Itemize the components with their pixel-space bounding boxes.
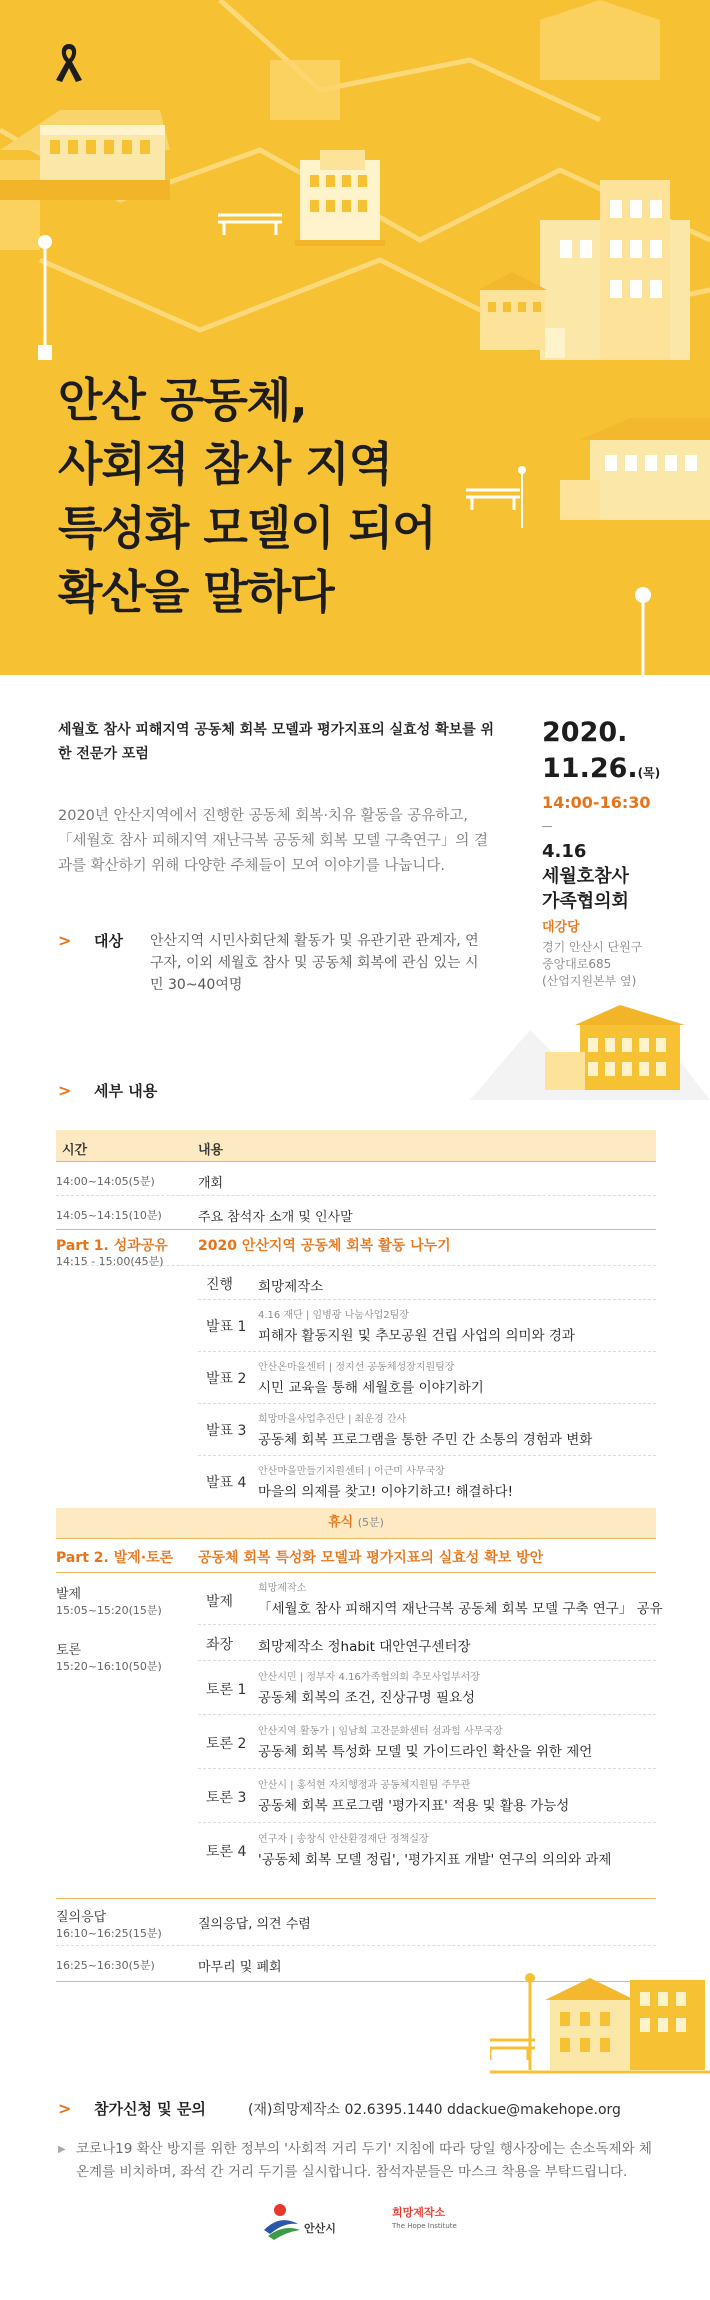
row-key: 진행 (206, 1277, 234, 1293)
row-key: 토론 3 (206, 1790, 247, 1806)
row-speaker: 연구자 | 송창식 안산환경재단 정책실장 (258, 1834, 429, 1845)
hero-title-line: 안산 공동체, (58, 373, 307, 427)
date-year: 2020. (542, 717, 628, 748)
part-title: Part 1. 성과공유 (56, 1238, 168, 1254)
makehope-logo-text: 희망제작소 (392, 2206, 446, 2219)
presentation-time: 15:05~15:20(15분) (56, 1604, 162, 1617)
venue-hall: 대강당 (542, 920, 580, 935)
row-speaker: 안산지역 활동가 | 임남희 고잔문화센터 섬과힘 사무국장 (258, 1726, 503, 1737)
row-time: 14:00~14:05(5분) (56, 1175, 155, 1188)
schedule-label: 세부 내용 (94, 1082, 158, 1100)
row-key: 토론 2 (206, 1736, 247, 1752)
row-content: 주요 참석자 소개 및 인사말 (198, 1210, 353, 1225)
list-item (198, 1715, 656, 1769)
mid-house-illustration (470, 990, 710, 1100)
row-topic: 공동체 회복 프로그램을 통한 주민 간 소통의 경험과 변화 (258, 1432, 593, 1448)
col-time: 시간 (62, 1143, 88, 1158)
divider (542, 826, 552, 827)
part2-rows (56, 1573, 663, 1877)
part-topic: 2020 안산지역 공동체 회복 활동 나누기 (198, 1238, 451, 1254)
break-row (56, 1508, 656, 1538)
forum-description: 2020년 안산지역에서 진행한 공동체 회복·치유 활동을 공유하고, 「세월호 참사 피해지역 재난극복 공동체 회복 모델 구축연구」의 결과를 확산하기 위해 다양한 주체들이 모여 이야기를 나눕니다. (58, 808, 489, 874)
list-item (198, 1456, 656, 1508)
target-label: 대상 (94, 932, 123, 950)
contact-label: 참가신청 및 문의 (94, 2100, 206, 2118)
triangle-bullet-icon: ▶ (58, 2144, 66, 2155)
row-speaker: 희망마을사업추진단 | 최운경 간사 (258, 1414, 407, 1425)
venue-address (542, 939, 692, 990)
table-header (56, 1130, 656, 1162)
venue-line: 세월호참사 (542, 866, 629, 887)
event-date (542, 715, 692, 791)
row-topic: 공동체 회복 프로그램 '평가지표' 적용 및 활용 가능성 (258, 1798, 570, 1814)
list-item (198, 1404, 656, 1456)
intro-section (58, 718, 498, 879)
hero-banner (0, 0, 710, 675)
row-topic: 마을의 의제를 찾고! 이야기하고! 해결하다! (258, 1484, 514, 1500)
row-key: 발표 4 (206, 1475, 247, 1491)
row-topic: 공동체 회복 특성화 모델 및 가이드라인 확산을 위한 제언 (258, 1744, 593, 1760)
row-key: 토론 4 (206, 1844, 247, 1860)
qa-content: 질의응답, 의견 수렴 (198, 1917, 311, 1932)
discussion-label: 토론 (56, 1643, 82, 1658)
col-content: 내용 (198, 1143, 224, 1158)
table-row (56, 1162, 656, 1196)
row-key: 토론 1 (206, 1682, 247, 1698)
row-topic: 공동체 회복의 조건, 진상규명 필요성 (258, 1690, 476, 1706)
address-line: 경기 안산시 단원구 (542, 940, 643, 954)
row-speaker: 안산마을만들기지원센터 | 이근미 사무국장 (258, 1466, 445, 1477)
event-time: 14:00-16:30 (542, 793, 651, 812)
row-speaker: 희망제작소 (258, 1583, 307, 1594)
row-topic: 희망제작소 (258, 1279, 324, 1295)
list-item (198, 1300, 656, 1352)
venue-line: 가족협의회 (542, 891, 629, 912)
break-time: (5분) (357, 1516, 384, 1529)
address-line: (산업지원본부 옆) (542, 974, 637, 988)
row-topic: 피해자 활동지원 및 추모공원 건립 사업의 의미와 경과 (258, 1328, 575, 1344)
break-label: 휴식 (328, 1515, 354, 1530)
event-venue (542, 839, 692, 914)
row-key: 발표 3 (206, 1423, 247, 1439)
venue-line: 4.16 (542, 841, 587, 862)
hero-title-line: 특성화 모델이 되어 (58, 501, 436, 555)
part-topic: 공동체 회복 특성화 모델과 평가지표의 실효성 확보 방안 (198, 1550, 544, 1566)
qa-cell (56, 1906, 162, 1941)
qa-time: 16:10~16:25(15분) (56, 1927, 162, 1940)
list-item (198, 1823, 656, 1877)
bottom-house-illustration (490, 1960, 710, 2080)
part-time: 14:15 - 15:00(45분) (56, 1255, 164, 1268)
part2-block (56, 1538, 663, 1898)
list-item (198, 1769, 656, 1823)
row-speaker: 4.16 재단 | 임병광 나눔사업2팀장 (258, 1310, 409, 1321)
row-key: 발제 (206, 1594, 234, 1610)
row-topic: '공동체 회복 모델 정립', '평가지표 개발' 연구의 의의와 과제 (258, 1852, 612, 1868)
row-content: 개회 (198, 1176, 224, 1191)
notice-text: 코로나19 확산 방지를 위한 정부의 '사회적 거리 두기' 지침에 따라 당일 행사장에는 손소독제와 체온계를 비치하며, 좌석 간 거리 두기를 실시합니다. 참석자분들은 마스크 착용을 부탁드립니다. (76, 2141, 652, 2180)
sponsor-logos (262, 2200, 462, 2250)
row-key: 발표 2 (206, 1371, 247, 1387)
row-key: 좌장 (206, 1637, 234, 1653)
qa-row (56, 1898, 656, 1946)
yellow-ribbon-icon (52, 40, 86, 84)
row-topic: 희망제작소 정habit 대안연구센터장 (258, 1639, 471, 1655)
part-title: Part 2. 발제·토론 (56, 1550, 174, 1566)
address-line: 중앙대로685 (542, 957, 612, 971)
row-speaker: 안산시 | 홍석현 자치행정과 공동체지원팀 주무관 (258, 1780, 471, 1791)
list-item (198, 1625, 656, 1661)
row-topic: 시민 교육을 통해 세월호를 이야기하기 (258, 1380, 484, 1396)
hero-title (58, 368, 436, 624)
chevron-right-icon: > (58, 931, 72, 950)
hero-title-line: 사회적 참사 지역 (58, 437, 393, 491)
part1-header (56, 1230, 656, 1266)
ansan-logo-text: 안산시 (304, 2222, 336, 2235)
event-info (542, 715, 692, 990)
contact-info[interactable]: (재)희망제작소 02.6395.1440 ddackue@makehope.org (248, 2102, 621, 2118)
list-item (198, 1352, 656, 1404)
chevron-right-icon: > (58, 1081, 72, 1100)
row-topic: 「세월호 참사 피해지역 재난극복 공동체 회복 모델 구축 연구」 공유 (258, 1601, 663, 1617)
target-text: 안산지역 시민사회단체 활동가 및 유관기관 관계자, 연구자, 이외 세월호 참사 및 공동체 회복에 관심 있는 시민 30~40여명 (150, 933, 479, 993)
schedule-table (56, 1130, 663, 1982)
date-weekday: (목) (637, 766, 661, 780)
part2-header (56, 1539, 656, 1573)
qa-label: 질의응답 (56, 1910, 107, 1925)
covid-notice (58, 2138, 658, 2184)
list-item (198, 1573, 663, 1625)
hero-title-line: 확산을 말하다 (58, 565, 334, 619)
date-day (542, 751, 692, 791)
row-key: 발표 1 (206, 1319, 247, 1335)
list-item (198, 1661, 656, 1715)
row-time: 16:25~16:30(5분) (56, 1959, 155, 1972)
chevron-right-icon: > (58, 2099, 72, 2118)
row-speaker: 안산온마을센터 | 정지선 공동체성장지원팀장 (258, 1362, 455, 1373)
table-row (56, 1196, 656, 1230)
row-time: 14:05~14:15(10분) (56, 1209, 162, 1222)
moderator-row (198, 1266, 656, 1300)
date-month-day: 11.26. (542, 753, 638, 784)
row-content: 마무리 및 폐회 (198, 1960, 282, 1975)
forum-subtitle: 세월호 참사 피해지역 공동체 회복 모델과 평가지표의 실효성 확보를 위한 전문가 포럼 (58, 722, 495, 762)
discussion-time: 15:20~16:10(50분) (56, 1660, 162, 1673)
row-speaker: 안산시민 | 정부자 4.16가족협의회 추모사업부서장 (258, 1672, 480, 1683)
presentation-label: 발제 (56, 1587, 82, 1602)
makehope-logo-en: The Hope Institute (392, 2222, 457, 2230)
makehope-logo (392, 2204, 457, 2230)
